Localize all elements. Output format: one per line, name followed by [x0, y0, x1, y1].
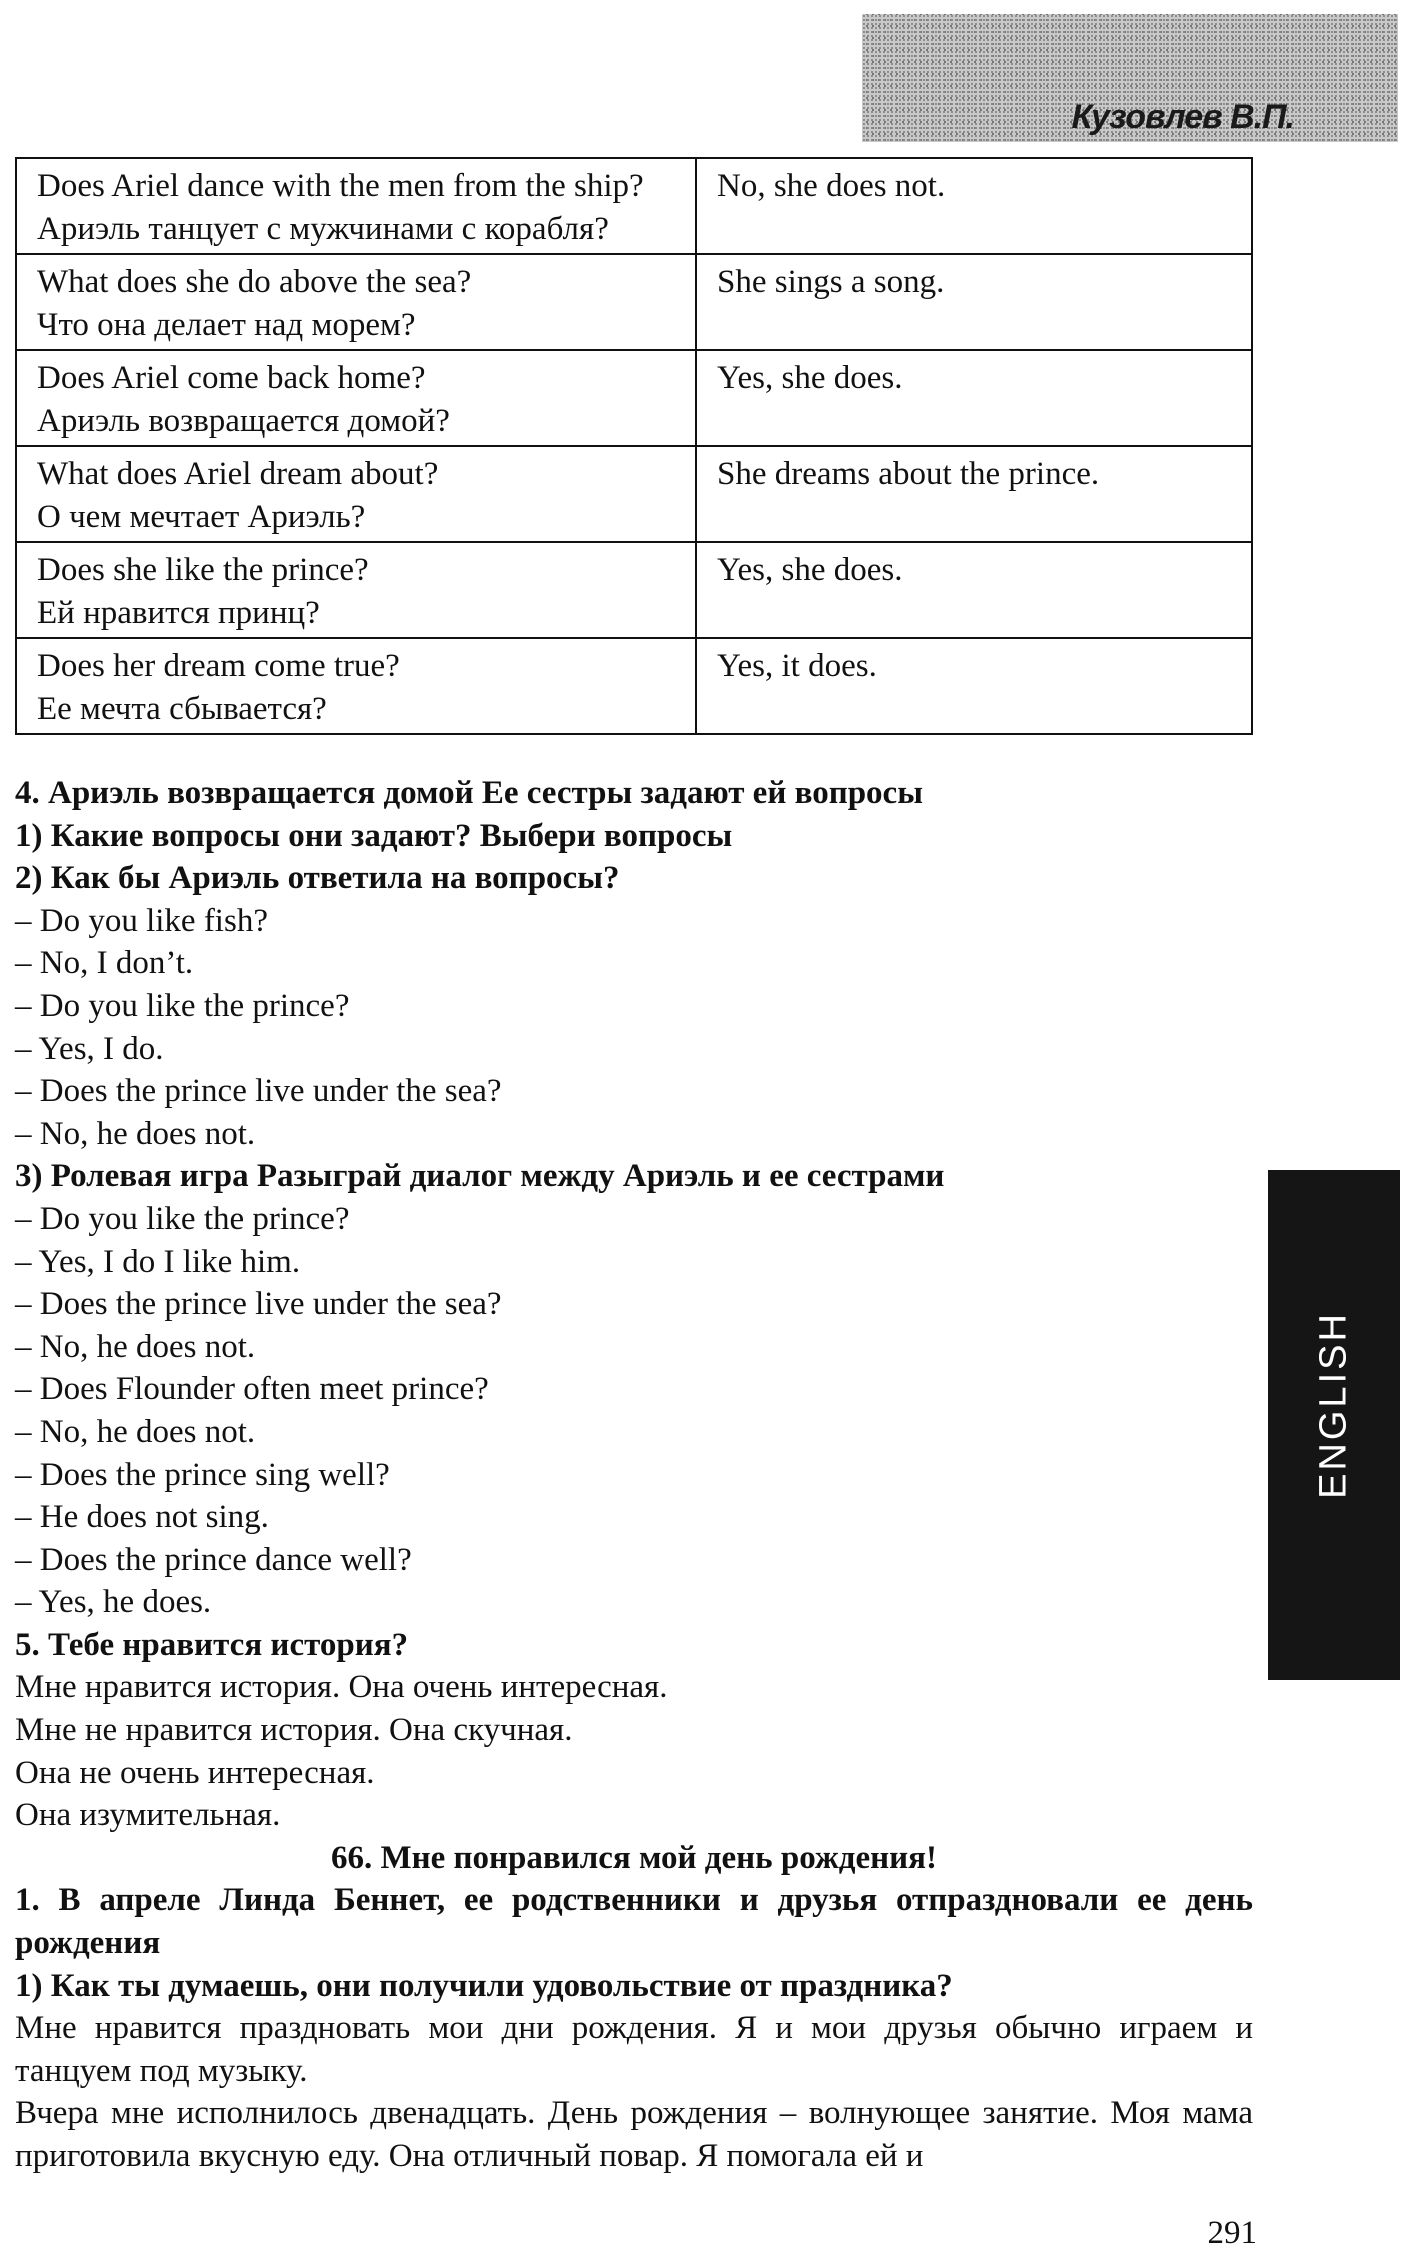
dialog-line: – Yes, I do. [15, 1030, 164, 1067]
answer-cell: She sings a song. [696, 254, 1252, 350]
question-cell [16, 158, 696, 254]
answer-line: Мне не нравится история. Она скучная. [15, 1712, 573, 1749]
question-text: Does she like the prince? [37, 552, 369, 588]
table-row [16, 350, 1252, 446]
dialog-line: – No, he does not. [15, 1115, 256, 1152]
question-translation: Ей нравится принц? [37, 595, 320, 631]
question-translation: Ее мечта сбывается? [37, 691, 327, 727]
qa-table [15, 157, 1253, 735]
dialog-line: – Do you like the prince? [15, 987, 350, 1024]
dialog-line: – Do you like fish? [15, 902, 268, 939]
answer-line: Она не очень интересная. [15, 1754, 375, 1791]
question-translation: О чем мечтает Ариэль? [37, 499, 366, 535]
question-cell [16, 350, 696, 446]
table-row [16, 638, 1252, 734]
table-row [16, 158, 1252, 254]
answer-cell: She dreams about the prince. [696, 446, 1252, 542]
lesson-66-heading: 1. В апреле Линда Беннет, ее родственники и друзья отпраздновали ее день рождения [15, 1882, 1253, 1962]
question-cell [16, 254, 696, 350]
answer-cell: Yes, she does. [696, 542, 1252, 638]
header-author: Кузовлев В.П. [1071, 98, 1294, 136]
lesson-66-paragraph: Вчера мне исполнилось двенадцать. День рождения – волнующее занятие. Моя мама приготовила вкусную еду. Она отличный повар. Я помогала ей и [15, 2095, 1253, 2174]
question-text: Does her dream come true? [37, 648, 400, 684]
dialog-line: – He does not sing. [15, 1499, 269, 1536]
question-cell [16, 638, 696, 734]
question-translation: Ариэль танцует с мужчинами с корабля? [37, 211, 609, 247]
answer-cell: Yes, she does. [696, 350, 1252, 446]
english-side-tab [1268, 1170, 1400, 1680]
section-4-heading: 4. Ариэль возвращается домой Ее сестры задают ей вопросы [15, 775, 923, 811]
lesson-66-paragraph: Мне нравится праздновать мои дни рождения. Я и мои друзья обычно играем и танцуем под музыку. [15, 2010, 1253, 2089]
question-cell [16, 446, 696, 542]
question-cell [16, 542, 696, 638]
dialog-line: – Does the prince dance well? [15, 1541, 412, 1578]
dialog-line: – Does the prince live under the sea? [15, 1073, 502, 1110]
question-text: Does Ariel come back home? [37, 360, 426, 396]
question-text: What does she do above the sea? [37, 264, 472, 300]
dialog-line: – Yes, he does. [15, 1584, 212, 1621]
answer-cell: Yes, it does. [696, 638, 1252, 734]
dialog-line: – Does Flounder often meet prince? [15, 1371, 489, 1408]
answer-cell: No, she does not. [696, 158, 1252, 254]
question-translation: Что она делает над морем? [37, 307, 416, 343]
lesson-66-subheading: 1) Как ты думаешь, они получили удовольствие от праздника? [15, 1967, 953, 2004]
table-row [16, 542, 1252, 638]
table-row [16, 446, 1252, 542]
answer-line: Мне нравится история. Она очень интересная. [15, 1669, 668, 1706]
dialog-line: – No, he does not. [15, 1328, 256, 1365]
question-translation: Ариэль возвращается домой? [37, 403, 450, 439]
section-4-question-2: 2) Как бы Ариэль ответила на вопросы? [15, 860, 620, 897]
section-4-question-3: 3) Ролевая игра Разыграй диалог между Ариэль и ее сестрами [15, 1158, 945, 1195]
section-5-heading: 5. Тебе нравится история? [15, 1626, 409, 1663]
main-content [15, 772, 1253, 2178]
table-row [16, 254, 1252, 350]
dialog-line: – Does the prince sing well? [15, 1456, 390, 1493]
page-number: 291 [1207, 2215, 1257, 2251]
side-tab-label: ENGLISH [1312, 1310, 1355, 1499]
question-text: Does Ariel dance with the men from the ship? [37, 168, 644, 204]
dialog-line: – Do you like the prince? [15, 1200, 350, 1237]
section-4-question-1: 1) Какие вопросы они задают? Выбери вопросы [15, 817, 733, 854]
lesson-66-title: 66. Мне понравился мой день рождения! [330, 1839, 938, 1876]
dialog-line: – Does the prince live under the sea? [15, 1286, 502, 1323]
header-author-box [862, 14, 1398, 142]
dialog-line: – Yes, I do I like him. [15, 1243, 301, 1280]
dialog-line: – No, he does not. [15, 1413, 256, 1450]
question-text: What does Ariel dream about? [37, 456, 439, 492]
dialog-line: – No, I don’t. [15, 945, 194, 982]
answer-line: Она изумительная. [15, 1797, 281, 1834]
